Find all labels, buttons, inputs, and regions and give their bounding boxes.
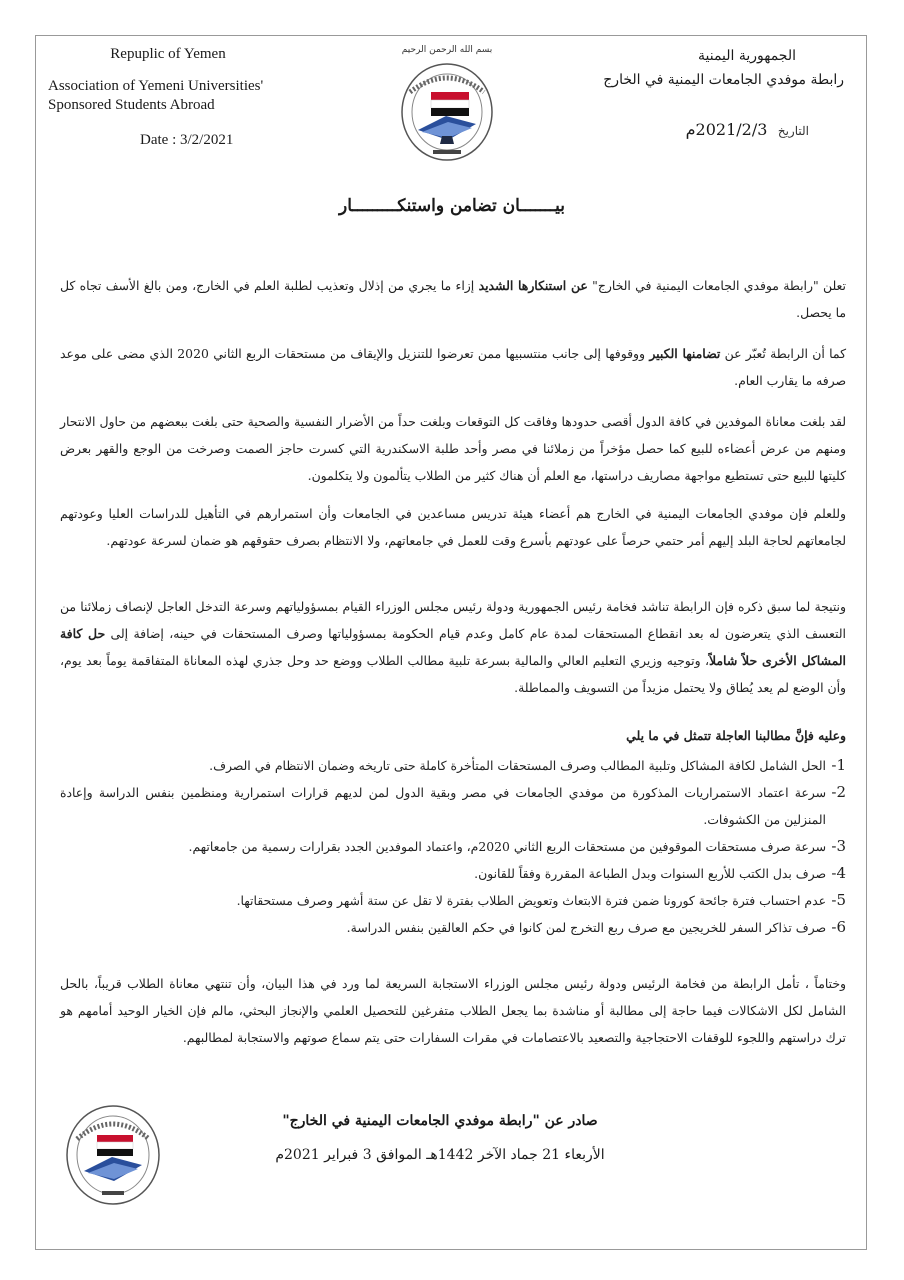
- statement-title: بيـــــــان تضامن واستنكـــــــــار: [339, 196, 565, 216]
- association-stamp-logo: [64, 1103, 162, 1207]
- association-logo: [388, 42, 506, 167]
- date-label-ar: التاريخ: [777, 124, 809, 138]
- p5-text-c: ، وتوجيه وزيري التعليم العالي والمالية بسرعة تلبية مطالب الطلاب ووضع حد وحل جذري لهذه المعاناة المتفاقمة يوماً بعد يوم، وأن الوضع لم يعد يُطاق ولا يحتمل مزيداً من التسويف والمماطلة.: [60, 653, 846, 695]
- signature-block: [240, 1104, 640, 1172]
- list-item-number: 1-: [831, 756, 846, 774]
- list-item-text: عدم احتساب فترة جائحة كورونا ضمن فترة الابتعاث وتعويض الطلاب بفترة لا تقل عن ستة أشهر وصرف مستحقاتها.: [236, 893, 826, 908]
- list-item-number: 4-: [831, 864, 846, 882]
- p4-text: وللعلم فإن موفدي الجامعات اليمنية في الخارج هم أعضاء هيئة تدريس مساعدين في الجامعات وأن استمرارهم في التأهيل للدراسات العليا وعودتهم لجامعاتهم لحاجة البلد إليهم أمر حتمي حرصاً على عودتهم بأسرع وقت للعمل في جامعاتهم، ولا الانتظام بصرف حقوقهم هو ضمان لسرعة عودتهم.: [60, 506, 846, 548]
- list-item-number: 3-: [831, 837, 846, 855]
- p1-text-c: إزاء ما يجري من إذلال وتعذيب لطلبة العلم في الخارج، ومن بالغ الأسف تجاه كل ما يحصل.: [60, 278, 846, 320]
- list-item-number: 5-: [831, 891, 846, 909]
- date-ar: [544, 119, 844, 142]
- list-item: [60, 887, 846, 914]
- paragraph-2: [60, 340, 846, 394]
- p2-text-c: ووقوفها إلى جانب منتسبيها ممن تعرضوا للتنزيل والإيقاف من مستحقات الربع الثاني 2020 الذي مضى على موعد صرفه ما يقارب العام.: [60, 346, 846, 388]
- list-item-text: سرعة صرف مستحقات الموقوفين من مستحقات الربع الثاني 2020م، واعتماد الموفدين الجدد بقرارات رسمية من جامعاتهم.: [188, 839, 826, 854]
- p5-text-a: ونتيجة لما سبق ذكره فإن الرابطة تناشد فخامة رئيس الجمهورية ودولة رئيس مجلس الوزراء القيام بمسؤولياتهم وسرعة التدخل العاجل لإنصاف زملائنا من التعسف الذي يتعرضون له بعد انقطاع المستحقات لمدة عام كامل وعدم قيام الحكومة بمسؤولياتها وصرف المستحقات في حينه، إضافة إلى: [60, 599, 846, 641]
- header-english: [48, 45, 308, 150]
- paragraph-4: [60, 500, 846, 554]
- list-item-number: 2-: [831, 783, 846, 801]
- p1-text-bold: عن استنكارها الشديد: [478, 278, 588, 293]
- date-value-ar: 2021/2/3م: [685, 120, 768, 139]
- org-name-ar: رابطة موفدي الجامعات اليمنية في الخارج: [603, 72, 844, 88]
- paragraph-3: [60, 408, 846, 489]
- p1-text-a: تعلن "رابطة موفدي الجامعات اليمنية في الخارج": [587, 278, 846, 293]
- paragraph-5: [60, 593, 846, 701]
- closing-text: وختاماً ، تأمل الرابطة من فخامة الرئيس ودولة رئيس مجلس الوزراء الاستجابة السريعة لما ورد في هذا البيان، وأن تنتهي معاناة الطلاب قريباً، بالحل الشامل لكل الاشكالات فيما حاجة إلى مطالبة أو مناشدة بما يجعل الطلاب متفرغين للتحصيل العلمي والإنجاز البحثي، مالم فإن الخيار الوحيد أمامهم هو ترك دراستهم واللجوء للوقفات الاحتجاجية والتصعيد بالاعتصامات في مقرات السفارات حتى يتم سماع صوتهم والاستجابة لمطالبهم.: [60, 976, 846, 1045]
- p5-text-bold: حل كافة المشاكل الأخرى حلاً شاملاً: [60, 626, 846, 668]
- basmala-text: بسم الله الرحمن الرحيم: [401, 45, 493, 55]
- country-name-ar: الجمهورية اليمنية: [697, 48, 796, 64]
- issue-date-line: الأربعاء 21 جماد الآخر 1442هـ الموافق 3 فبراير 2021م: [275, 1147, 605, 1163]
- list-item-text: صرف بدل الكتب للأربع السنوات وبدل الطباعة المقررة وفقاً للقانون.: [474, 866, 826, 881]
- date-en: Date : 3/2/2021: [140, 132, 234, 148]
- list-item-text: الحل الشامل لكافة المشاكل وتلبية المطالب وصرف المستحقات المتأخرة كاملة حتى تاريخه وضمان الانتظام في الصرف.: [209, 758, 826, 773]
- paragraph-1: [60, 272, 846, 326]
- header-arabic: [544, 45, 844, 142]
- list-item: [60, 752, 846, 779]
- org-name-en-line1: Association of Yemeni Universities': [48, 78, 264, 94]
- list-item: [60, 833, 846, 860]
- org-name-en-line2: Sponsored Students Abroad: [48, 97, 215, 113]
- p2-text-a: كما أن الرابطة تُعبّر عن: [720, 346, 846, 361]
- country-name-en: Repuplic of Yemen: [110, 46, 226, 62]
- demands-heading: [60, 722, 846, 749]
- list-item-text: صرف تذاكر السفر للخريجين مع صرف ربع التخرج لمن كانوا في حكم العالقين بنفس الدراسة.: [346, 920, 826, 935]
- list-item-text: سرعة اعتماد الاستمراريات المذكورة من موفدي الجامعات في مصر وبقية الدول لمن لديهم قرارات استمرارية ومنظمين بنفس الدراسة وإعادة المنزلين من الكشوفات.: [60, 785, 826, 827]
- issuer-line: صادر عن "رابطة موفدي الجامعات اليمنية في الخارج": [282, 1113, 598, 1129]
- list-item: [60, 860, 846, 887]
- closing-paragraph: [60, 970, 846, 1051]
- demands-list: [60, 752, 846, 941]
- list-item-number: 6-: [831, 918, 846, 936]
- p2-text-bold: تضامنها الكبير: [649, 346, 721, 361]
- p3-text: لقد بلغت معاناة الموفدين في كافة الدول أقصى حدودها وفاقت كل التوقعات وبلغت حداً من الأضرار النفسية والصحية حتى بلغت ببعضهم من حاول الانتحار ومنهم من عرض أعضاءه للبيع كما حصل مؤخراً من زملائنا في مصر وأحد طلبة الاسكندرية التي كسرت حاجز الصمت وصرخت من الوجع والقهر بعرض كليتها للبيع حتى تستطيع مواجهة مصاريف دراستها، مع العلم أن هناك كثير من الطلاب يتألمون ولا يتكلمون.: [60, 414, 846, 483]
- list-item: [60, 914, 846, 941]
- demands-heading-text: وعليه فإنَّ مطالبنا العاجلة تتمثل في ما يلي: [626, 728, 846, 743]
- list-item: [60, 779, 846, 833]
